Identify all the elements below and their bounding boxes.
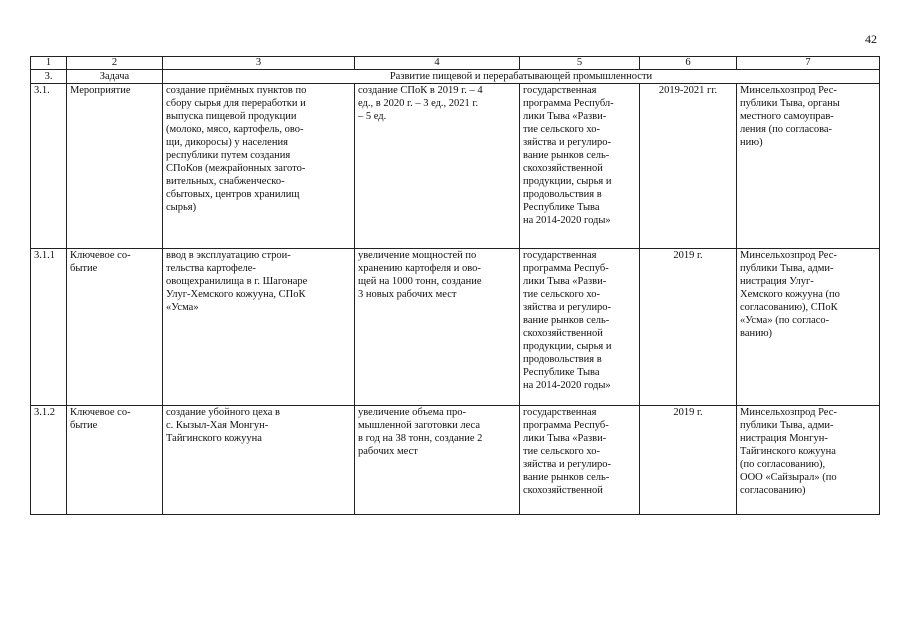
column-number-row — [31, 57, 880, 70]
row-type: Ключевое со- бытие — [67, 406, 163, 515]
row-period: 2019 г. — [640, 249, 737, 406]
section-number: 3. — [31, 70, 67, 84]
row-type: Ключевое со- бытие — [67, 249, 163, 406]
row-program: государственная программа Респуб- лики Тыва «Разви- тие сельского хо- зяйства и регулиро- вание рынков сель- скохозяйственной — [520, 406, 640, 515]
row-type: Мероприятие — [67, 84, 163, 249]
row-result: увеличение мощностей по хранению картофеля и ово- щей на 1000 тонн, создание 3 новых рабочих мест — [355, 249, 520, 406]
column-number: 5 — [520, 57, 640, 70]
row-responsible: Минсельхозпрод Рес- публики Тыва, адми- нистрация Улуг- Хемского кожууна (по согласованию), СПоК «Усма» (по согласо- ванию) — [737, 249, 880, 406]
section-title: Развитие пищевой и перерабатывающей промышленности — [163, 70, 880, 84]
row-period: 2019 г. — [640, 406, 737, 515]
row-result: увеличение объема про- мышленной заготовки леса в год на 38 тонн, создание 2 рабочих мест — [355, 406, 520, 515]
section-label: Задача — [67, 70, 163, 84]
table-row — [31, 249, 880, 406]
column-number: 7 — [737, 57, 880, 70]
row-period: 2019-2021 гг. — [640, 84, 737, 249]
row-number: 3.1.2 — [31, 406, 67, 515]
row-responsible: Минсельхозпрод Рес- публики Тыва, органы местного самоуправ- ления (по согласова- нию) — [737, 84, 880, 249]
row-description: создание убойного цеха в с. Кызыл-Хая Монгун- Тайгинского кожууна — [163, 406, 355, 515]
column-number: 4 — [355, 57, 520, 70]
table-row — [31, 84, 880, 249]
row-responsible: Минсельхозпрод Рес- публики Тыва, адми- нистрация Монгун- Тайгинского кожууна (по согласованию), ООО «Сайзырал» (по согласованию) — [737, 406, 880, 515]
row-number: 3.1.1 — [31, 249, 67, 406]
column-number: 2 — [67, 57, 163, 70]
section-header-row — [31, 70, 880, 84]
column-number: 6 — [640, 57, 737, 70]
action-plan-table — [30, 56, 880, 515]
row-description: ввод в эксплуатацию строи- тельства картофеле- овощехранилища в г. Шагонаре Улуг-Хемского кожууна, СПоК «Усма» — [163, 249, 355, 406]
row-program: государственная программа Респуб- лики Тыва «Разви- тие сельского хо- зяйства и регулиро- вание рынков сель- скохозяйственной продукции, сырья и продовольствия в Республике Тыва на 2014-2020 годы» — [520, 249, 640, 406]
column-number: 1 — [31, 57, 67, 70]
row-number: 3.1. — [31, 84, 67, 249]
page-number: 42 — [865, 32, 877, 46]
table-row — [31, 406, 880, 515]
row-program: государственная программа Республ- лики Тыва «Разви- тие сельского хо- зяйства и регулиро- вание рынков сель- скохозяйственной продукции, сырья и продовольствия в Республике Тыва на 2014-2020 годы» — [520, 84, 640, 249]
column-number: 3 — [163, 57, 355, 70]
row-description: создание приёмных пунктов по сбору сырья для переработки и выпуска пищевой продукции (молоко, мясо, картофель, ово- щи, дикоросы) у населения республики путем создания СПоКов (межрайонных загото- вительных, снабженческо- сбытовых, центров хранилищ сырья) — [163, 84, 355, 249]
row-result: создание СПоК в 2019 г. – 4 ед., в 2020 г. – 3 ед., 2021 г. – 5 ед. — [355, 84, 520, 249]
